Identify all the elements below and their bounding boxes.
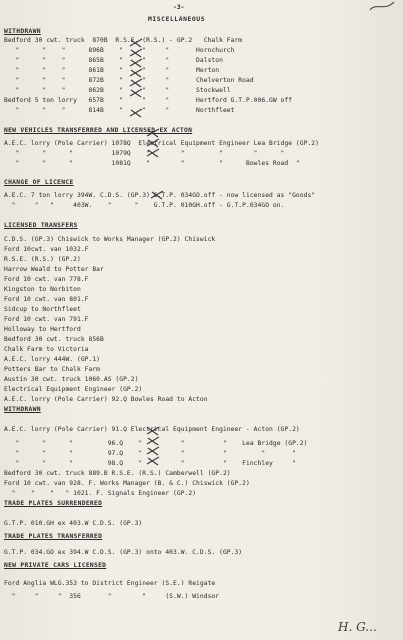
handwritten-check-mark [129, 108, 143, 118]
record-line: Ford 10 cwt. van 801.F [4, 296, 89, 303]
section-heading: WITHDRAWN [4, 406, 41, 413]
record-line: " " " 356 " " (S.W.) Windsor [4, 593, 220, 600]
record-line: " " " 862B " " " Stockwell [4, 87, 231, 94]
record-line: Bedford 5 ton lorry 657B " " " Hertford G.T.P.006.GW off [4, 97, 293, 104]
record-line: " " " " 1021. F. Signals Engineer (GP.2) [4, 490, 197, 497]
record-line: " " " 96.Q " " " Lea Bridge (GP.2) [4, 440, 308, 447]
document-title: MISCELLANEOUS [148, 16, 206, 23]
record-line: " " " 865B " " " Dalston [4, 57, 223, 64]
handwritten-check-mark [146, 426, 160, 436]
record-line: R.S.E. (R.S.) (GP.2) [4, 256, 81, 263]
record-line: Bedford 30 cwt. truck 856B [4, 336, 104, 343]
record-line: Ford 10 cwt. van 791.F [4, 316, 89, 323]
record-line: Ford 10 cwt. van 778.F [4, 276, 89, 283]
record-line: " " " 97.Q " " " " " [4, 450, 296, 457]
record-line: Electrical Equipment Engineer (GP.2) [4, 386, 143, 393]
record-line: A.E.C. lorry 444W. (GP.1) [4, 356, 101, 363]
record-line: " " " 896B " " " Hornchurch [4, 47, 235, 54]
section-heading: LICENSED TRANSFERS [4, 222, 78, 229]
record-line: " " " 814B " " " Northfleet [4, 107, 235, 114]
record-line: " " " 861B " " " Merton [4, 67, 220, 74]
corner-pen-mark [368, 0, 398, 14]
record-line: " " " 403W. " " G.T.P. 010GH.off - G.T.P.034GO on. [4, 202, 285, 209]
section-heading: TRADE PLATES SURRENDERED [4, 500, 103, 507]
record-line: Ford Anglia WLG.353 to District Engineer (S.E.) Reigate [4, 580, 216, 587]
record-line: Chalk Farm to Victoria [4, 346, 89, 353]
record-line: Potters Bar to Chalk Farm [4, 366, 101, 373]
record-line: Kingston to Norbiton [4, 286, 81, 293]
handwritten-check-mark [150, 190, 164, 200]
record-line: Bedford 30 cwt. truck 889.B R.S.E. (R.S.) Camberwell (GP.2) [4, 470, 231, 477]
handwritten-signature: H. G... [338, 620, 377, 634]
record-line: A.E.C. 7 ton lorry 394W. C.D.S. (GP.3) G.T.P. 034GO.off - now licensed as "Goods" [4, 192, 316, 199]
handwritten-check-mark [129, 58, 143, 68]
handwritten-check-mark [146, 436, 160, 446]
record-line: G.T.P. 034.GO ex 394.W C.D.S. (GP.3) onto 403.W. C.D.S. (GP.3) [4, 549, 243, 556]
section-heading: NEW PRIVATE CARS LICENSED [4, 562, 107, 569]
handwritten-check-mark [129, 78, 143, 88]
section-heading: TRADE PLATES TRANSFERRED [4, 533, 103, 540]
record-line: " " " 1081Q " " " Bowles Road " [4, 160, 300, 167]
handwritten-check-mark [129, 88, 143, 98]
record-line: A.E.C. lorry (Pole Carrier) 1078Q Electrical Equipment Engineer Lea Bridge (GP.2) [4, 140, 319, 147]
section-heading: NEW VEHICLES TRANSFERRED AND LICENSED EX ACTON [4, 127, 193, 134]
record-line: Ford 10 cwt. van 928. F. Works Manager (B. & C.) Chiswick (GP.2) [4, 480, 250, 487]
handwritten-check-mark [146, 456, 160, 466]
record-line: " " " 98.Q " " " Finchley " [4, 460, 296, 467]
page-number: -3- [173, 4, 185, 11]
record-line: A.E.C. lorry (Pole Carrier) 91.Q Electrical Equipment Engineer - Acton (GP.2) [4, 426, 300, 433]
handwritten-check-mark [146, 128, 160, 138]
record-line: Sidcup to Northfleet [4, 306, 81, 313]
record-line: Austin 30 cwt. truck 1060.AS (GP.2) [4, 376, 139, 383]
record-line: Harrow Weald to Potter Bar [4, 266, 104, 273]
handwritten-check-mark [129, 38, 143, 48]
handwritten-check-mark [129, 48, 143, 58]
record-line: Holloway to Hertford [4, 326, 81, 333]
record-line: " " " 1079Q " " " " " [4, 150, 285, 157]
section-heading: WITHDRAWN [4, 28, 41, 35]
record-line: Bedford 30 cwt. truck 870B R.S.E. (R.S.) - GP.2 Chalk Farm [4, 37, 243, 44]
record-line: " " " 872B " " " Chelverton Road [4, 77, 254, 84]
handwritten-check-mark [146, 446, 160, 456]
handwritten-check-mark [146, 138, 160, 148]
record-line: A.E.C. lorry (Pole Carrier) 92.Q Bowles Road to Acton [4, 396, 208, 403]
handwritten-check-mark [146, 148, 160, 158]
section-heading: CHANGE OF LICENCE [4, 179, 74, 186]
record-line: C.D.S. (GP.3) Chiswick to Works Manager (GP.2) Chiswick [4, 236, 216, 243]
handwritten-check-mark [129, 68, 143, 78]
record-line: Ford 10cwt. van 1032.F [4, 246, 89, 253]
record-line: G.T.P. 010.GH ex 403.W C.D.S. (GP.3) [4, 520, 143, 527]
